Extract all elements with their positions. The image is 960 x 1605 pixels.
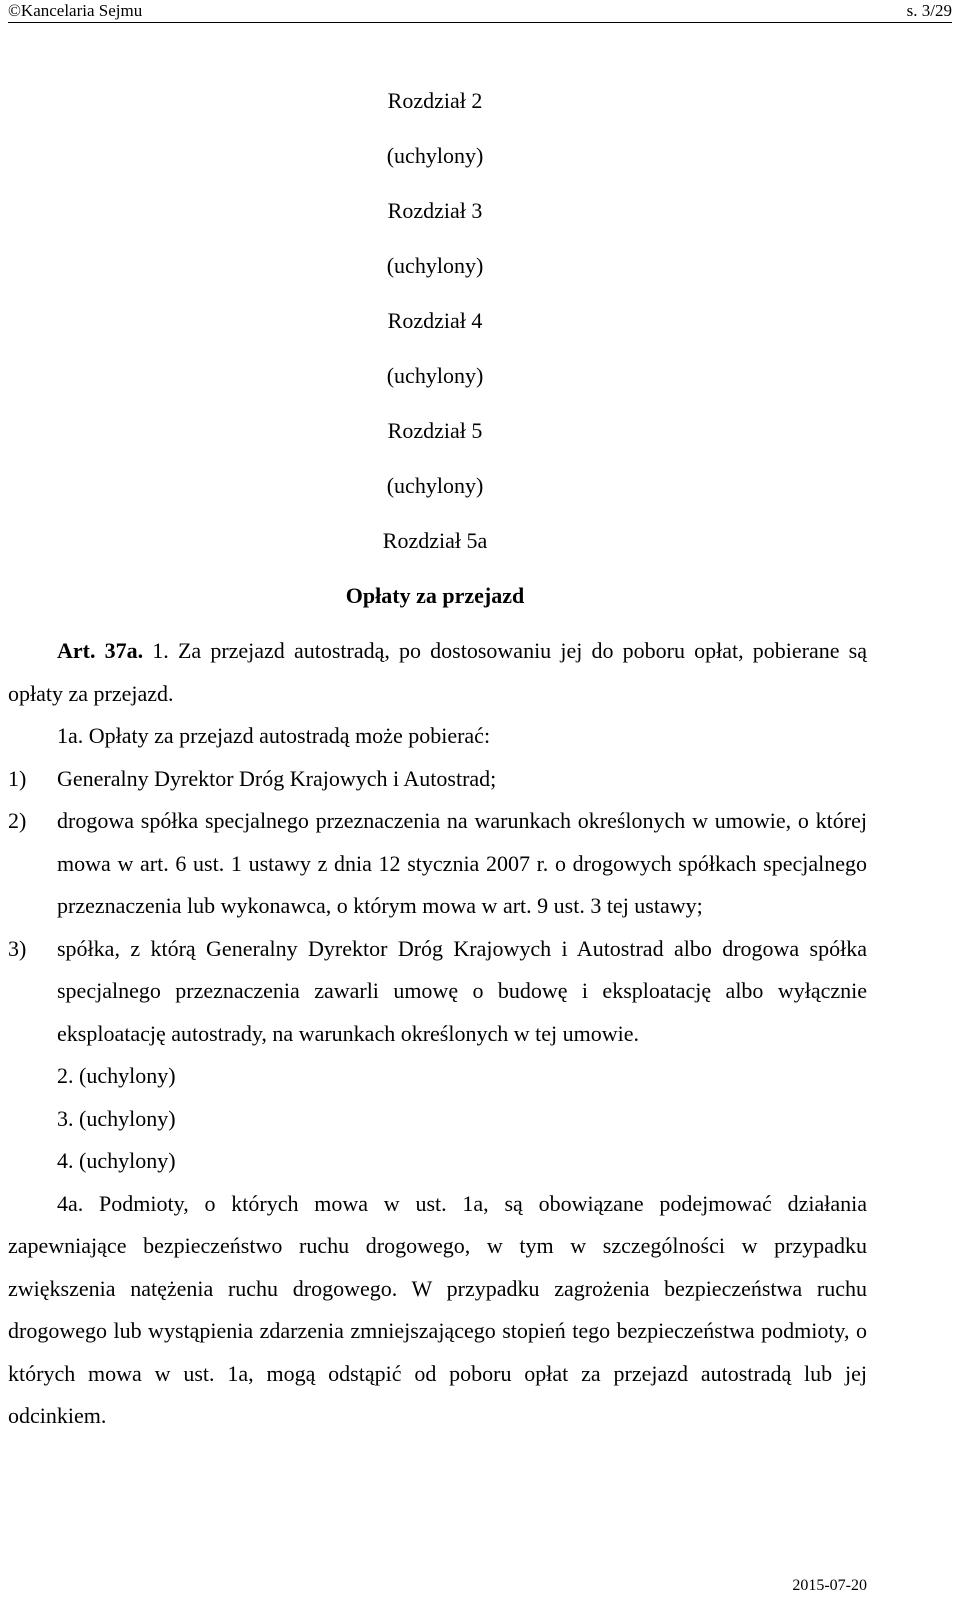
chapter-heading: Rozdział 5a [382,528,488,553]
chapter-title: Opłaty za przejazd [345,583,525,608]
chapter-heading: Rozdział 4 [387,308,483,333]
chapter-heading: Rozdział 5 [387,418,483,443]
list-item [8,928,867,1056]
article-paragraph-4: 4. (uchylony) [57,1148,176,1173]
list-item-text: Generalny Dyrektor Dróg Krajowych i Autostrad; [57,765,497,791]
article-paragraph-1 [8,630,867,715]
article-paragraph-2: 2. (uchylony) [57,1063,176,1088]
article-paragraph-3: 3. (uchylony) [57,1105,176,1131]
list-item-text: drogowa spółka specjalnego przeznaczenia na warunkach określonych w umowie, o której mowa w art. 6 ust. 1 ustawy z dnia 12 stycznia 2007 r. o drogowych spółkach specjalnego przeznaczenia lub wykonawca, o którym mowa w art. 9 ust. 3 tej ustawy; [57,808,867,918]
list-item [8,758,867,801]
article-paragraph-1a: 1a. Opłaty za przejazd autostradą może pobierać: [57,723,491,748]
chapter-status: (uchylony) [386,253,484,278]
footer-date: 2015-07-20 [792,1577,867,1594]
chapter-heading: Rozdział 2 [387,88,483,113]
list-item-number: 1) [8,765,27,791]
article-body [8,630,867,1438]
header-page-number: s. 3/29 [906,1,952,20]
list-item-text: spółka, z którą Generalny Dyrektor Dróg Krajowych i Autostrad albo drogowa spółka specjalnego przeznaczenia zawarli umowę o budowę i eksploatację albo wyłącznie eksploatację autostrady, na warunkach określonych w tej umowie. [57,935,867,1046]
paragraph-text: 1. Za przejazd autostradą, po dostosowaniu jej do poboru opłat, pobierane są opłaty za przejazd. [8,638,867,706]
article-paragraph-4a: 4a. Podmioty, o których mowa w ust. 1a, są obowiązane podejmować działania zapewniające bezpieczeństwo ruchu drogowego, w tym w szczególności w przypadku zwiększenia natężenia ruchu drogowego. W przypadku zagrożenia bezpieczeństwa ruchu drogowego lub wystąpienia zdarzenia zmniejszającego stopień tego bezpieczeństwa podmioty, o których mowa w ust. 1a, mogą odstąpić od poboru opłat za przejazd autostradą lub jej odcinkiem. [8,1190,867,1428]
chapter-list [0,86,870,636]
article-number: Art. 37a. [57,638,144,663]
chapter-status: (uchylony) [386,143,484,168]
chapter-status: (uchylony) [386,363,484,388]
page-header [8,0,952,23]
chapter-heading: Rozdział 3 [387,198,483,223]
chapter-status: (uchylony) [386,473,484,498]
list-item [8,800,867,928]
header-publisher: ©Kancelaria Sejmu [8,1,143,20]
list-item-number: 3) [8,935,27,961]
list-item-number: 2) [8,808,27,833]
